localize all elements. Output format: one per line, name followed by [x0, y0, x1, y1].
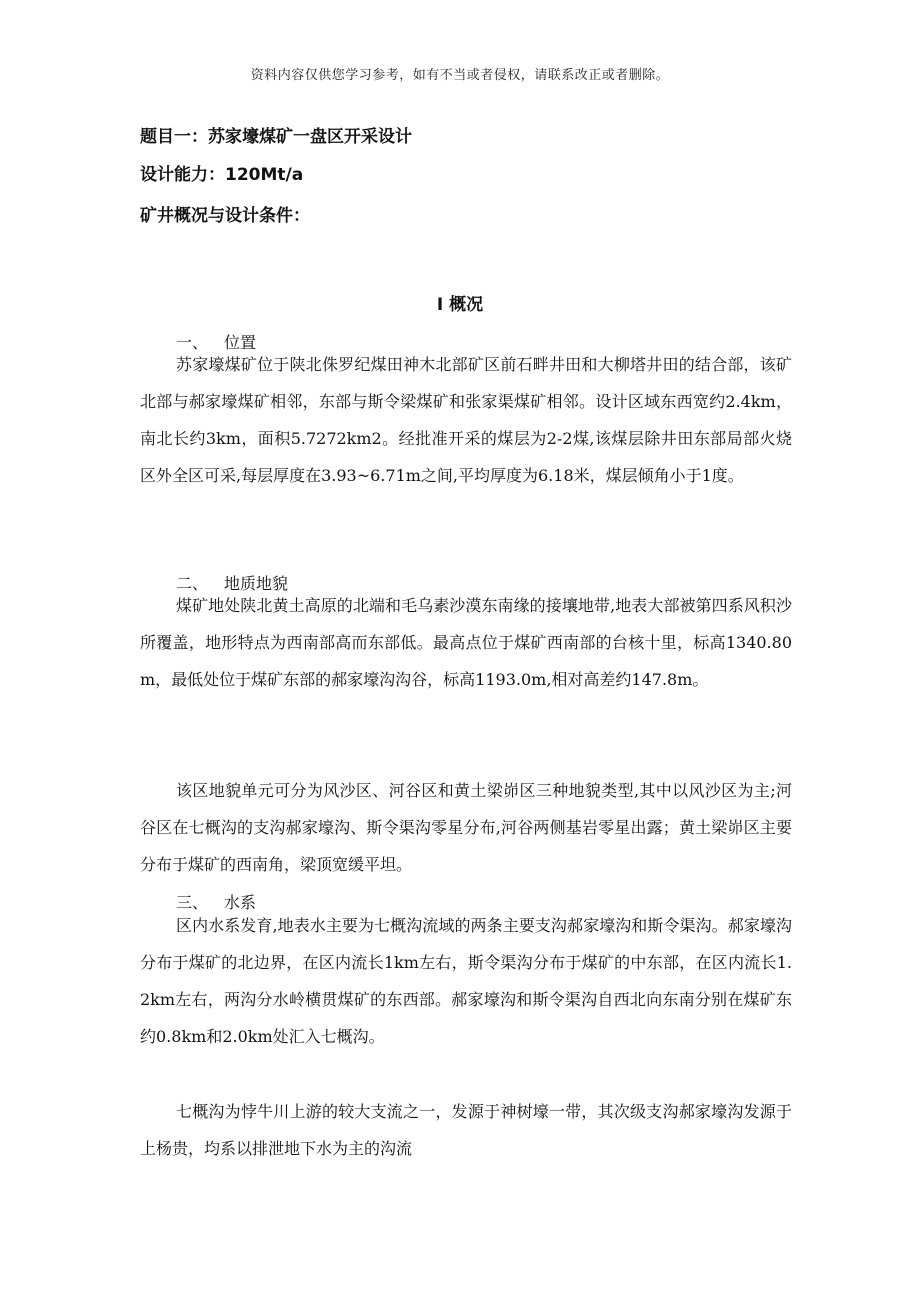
subsection-title: 水系	[224, 893, 257, 912]
paragraph-location: 苏家壕煤矿位于陕北侏罗纪煤田神木北部矿区前石畔井田和大柳塔井田的结合部，该矿北部与郝家壕煤矿相邻，东部与斯令梁煤矿和张家渠煤矿相邻。设计区域东西宽约2.4km，南北长约3km，面积5.7272km2。经批准开采的煤层为2-2煤,该煤层除井田东部局部火烧区外全区可采,每层厚度在3.93~6.71m之间,平均厚度为6.18米，煤层倾角小于1度。	[140, 355, 792, 485]
mine-overview-heading: 矿井概况与设计条件：	[140, 206, 310, 226]
subsection-number: 二、	[176, 574, 209, 593]
design-title: 题目一：苏家壕煤矿一盘区开采设计	[140, 127, 412, 147]
paragraph-water-2: 七概沟为悖牛川上游的较大支流之一，发源于神树壕一带，其次级支沟郝家壕沟发源于上杨贵，均系以排泄地下水为主的沟流	[140, 1102, 792, 1158]
subsection-number: 三、	[176, 893, 209, 912]
paragraph-geology-2: 该区地貌单元可分为风沙区、河谷区和黄土梁峁区三种地貌类型,其中以风沙区为主;河谷区在七概沟的支沟郝家壕沟、斯令渠沟零星分布,河谷两侧基岩零星出露；黄土梁峁区主要分布于煤矿的西南角，梁顶宽缓平坦。	[140, 781, 792, 874]
subsection-title: 地质地貌	[224, 574, 289, 593]
section-title: I 概况	[436, 295, 484, 315]
disclaimer-header: 资料内容仅供您学习参考，如有不当或者侵权，请联系改正或者删除。	[250, 68, 670, 83]
subsection-number: 一、	[176, 333, 209, 352]
design-capacity: 设计能力：120Mt/a	[140, 165, 304, 185]
subsection-title: 位置	[224, 333, 257, 352]
paragraph-geology-1: 煤矿地处陕北黄土高原的北端和毛乌素沙漠东南缘的接壤地带,地表大部被第四系风积沙所覆盖，地形特点为西南部高而东部低。最高点位于煤矿西南部的台核十里，标高1340.80m，最低处位于煤矿东部的郝家壕沟沟谷，标高1193.0m,相对高差约147.8m。	[140, 596, 792, 689]
paragraph-water-1: 区内水系发育,地表水主要为七概沟流域的两条主要支沟郝家壕沟和斯令渠沟。郝家壕沟分布于煤矿的北边界，在区内流长1km左右，斯令渠沟分布于煤矿的中东部，在区内流长1.2km左右，两沟分水岭横贯煤矿的东西部。郝家壕沟和斯令渠沟自西北向东南分别在煤矿东约0.8km和2.0km处汇入七概沟。	[140, 916, 792, 1046]
